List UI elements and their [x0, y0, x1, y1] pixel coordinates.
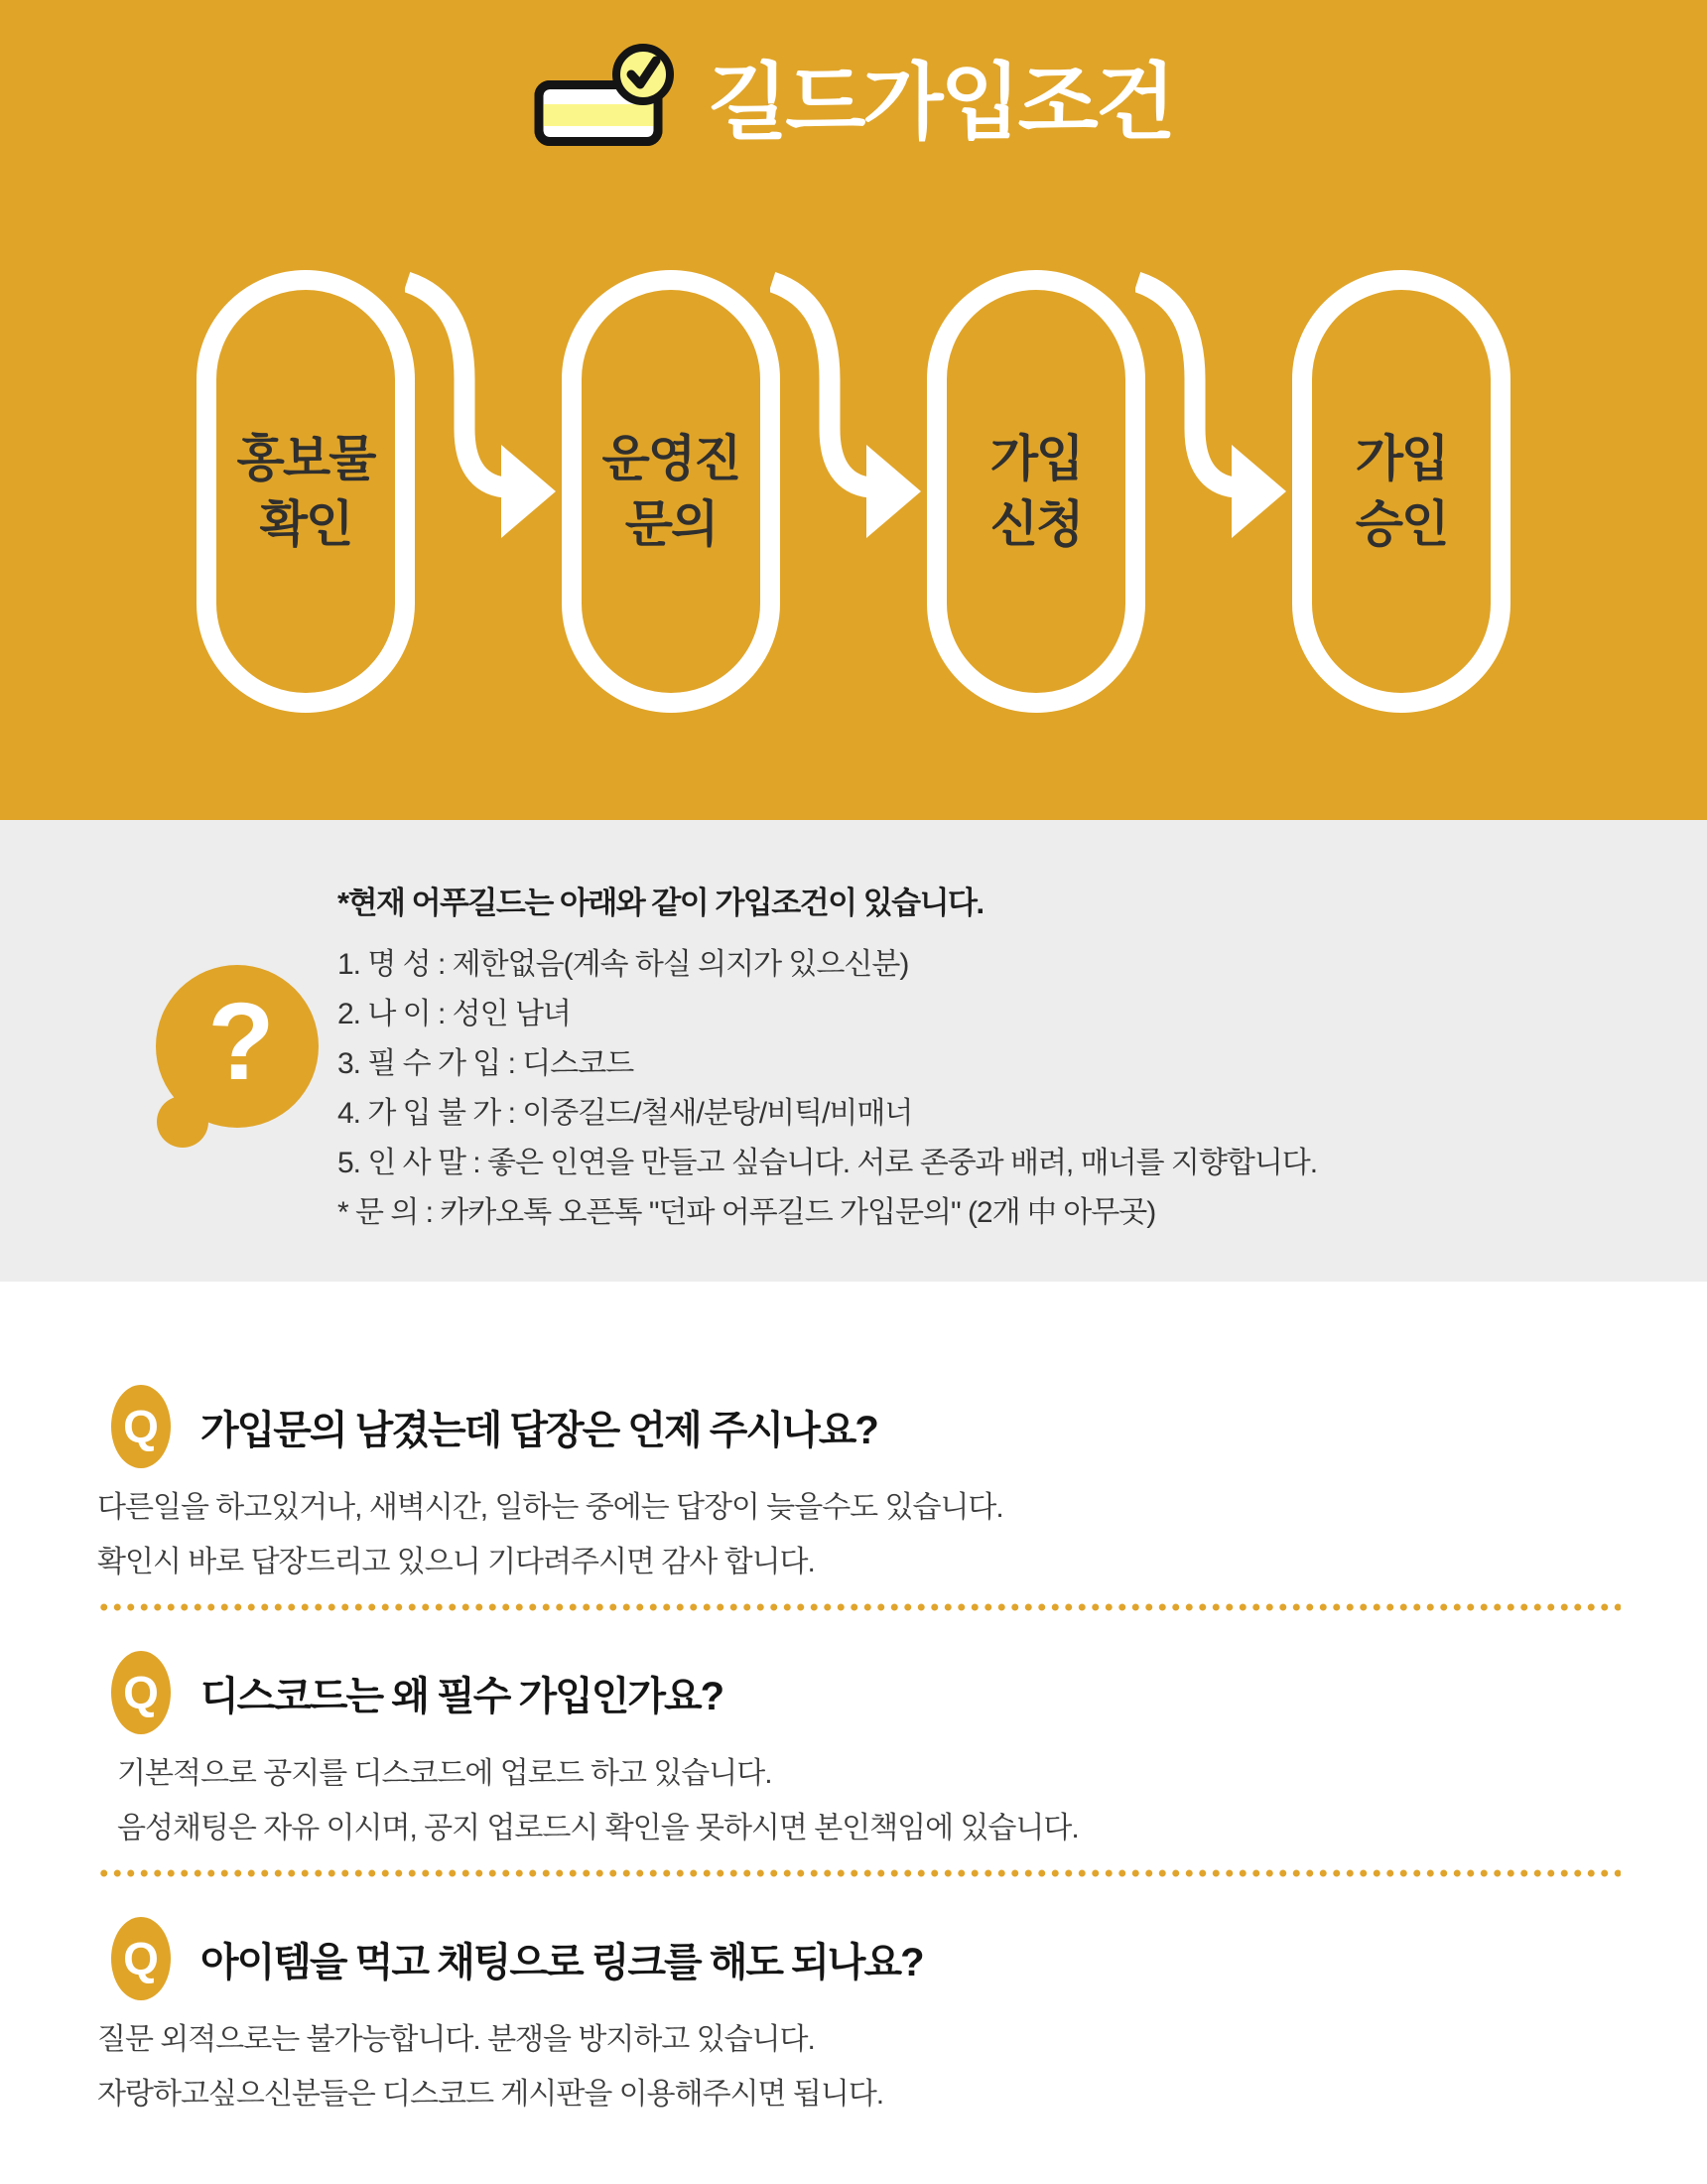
question-bubble-icon	[156, 965, 319, 1128]
faq-question: 가입문의 남겼는데 답장은 언제 주시나요?	[200, 1408, 877, 1452]
faq-question-row	[111, 1917, 1628, 2000]
process-steps	[0, 270, 1707, 713]
q-badge: Q	[111, 1385, 171, 1468]
faq-answers	[97, 1746, 1628, 1855]
faq-question: 아이템을 먹고 채팅으로 링크를 해도 되나요?	[200, 1940, 923, 1984]
step-contact-staff	[562, 270, 780, 713]
faq-item	[97, 1917, 1628, 2121]
step-label: 가입	[1355, 431, 1448, 486]
faq-question: 디스코드는 왜 필수 가입인가요?	[200, 1674, 723, 1718]
faq-item	[97, 1651, 1628, 1877]
faq-answer-line: 자랑하고싶으신분들은 디스코드 게시판을 이용해주시면 됩니다.	[97, 2078, 884, 2111]
conditions-section	[0, 820, 1707, 1282]
condition-item: 1. 명 성 : 제한없음(계속 하실 의지가 있으신분)	[337, 948, 909, 981]
condition-item: 3. 필 수 가 입 : 디스코드	[337, 1047, 634, 1080]
faq-answers	[97, 1480, 1628, 1589]
step-label: 운영진	[601, 431, 740, 486]
q-badge: Q	[111, 1651, 171, 1734]
flow-arrow-icon	[1135, 270, 1302, 568]
condition-item: 4. 가 입 불 가 : 이중길드/철새/분탕/비틱/비매너	[337, 1097, 913, 1130]
step-label: 문의	[624, 496, 718, 552]
step-label: 가입	[989, 431, 1083, 486]
faq-answer-line: 질문 외적으로는 불가능합니다. 분쟁을 방지하고 있습니다.	[97, 2023, 815, 2056]
condition-item: 5. 인 사 말 : 좋은 인연을 만들고 싶습니다. 서로 존중과 배려, 매너를 지향합니다.	[337, 1147, 1318, 1179]
faq-item	[97, 1385, 1628, 1611]
condition-item: 2. 나 이 : 성인 남녀	[337, 998, 571, 1030]
faq-section	[0, 1282, 1707, 2121]
faq-question-row	[111, 1651, 1628, 1734]
step-label: 확인	[259, 496, 352, 552]
hero-section	[0, 0, 1707, 820]
step-label: 승인	[1355, 496, 1448, 552]
step-apply	[927, 270, 1145, 713]
step-label: 홍보물	[236, 431, 375, 486]
faq-answer-line: 다른일을 하고있거나, 새벽시간, 일하는 중에는 답장이 늦을수도 있습니다.	[97, 1491, 1003, 1524]
faq-answer-line: 음성채팅은 자유 이시며, 공지 업로드시 확인을 못하시면 본인책임에 있습니다.	[117, 1812, 1079, 1844]
conditions-title: *현재 어푸길드는 아래와 같이 가입조건이 있습니다.	[337, 886, 984, 920]
step-check-promo	[197, 270, 415, 713]
flow-arrow-icon	[405, 270, 572, 568]
dotted-divider	[97, 1603, 1621, 1611]
dotted-divider	[97, 1869, 1621, 1877]
faq-answer-line: 기본적으로 공지를 디스코드에 업로드 하고 있습니다.	[117, 1757, 772, 1790]
question-mark-glyph: ?	[207, 981, 275, 1103]
condition-item: * 문 의 : 카카오톡 오픈톡 "던파 어푸길드 가입문의" (2개 中 아무곳)	[337, 1196, 1156, 1229]
flow-arrow-icon	[770, 270, 937, 568]
faq-answers	[97, 2012, 1628, 2121]
step-label: 신청	[989, 496, 1083, 552]
step-approval	[1292, 270, 1510, 713]
faq-answer-line: 확인시 바로 답장드리고 있으니 기다려주시면 감사 합니다.	[97, 1546, 815, 1578]
q-badge: Q	[111, 1917, 171, 2000]
title-row	[0, 44, 1707, 147]
faq-question-row	[111, 1385, 1628, 1468]
conditions-text	[337, 878, 1317, 1238]
card-check-icon	[534, 44, 674, 147]
bubble-circle	[156, 965, 319, 1128]
page-title: 길드가입조건	[708, 56, 1173, 149]
